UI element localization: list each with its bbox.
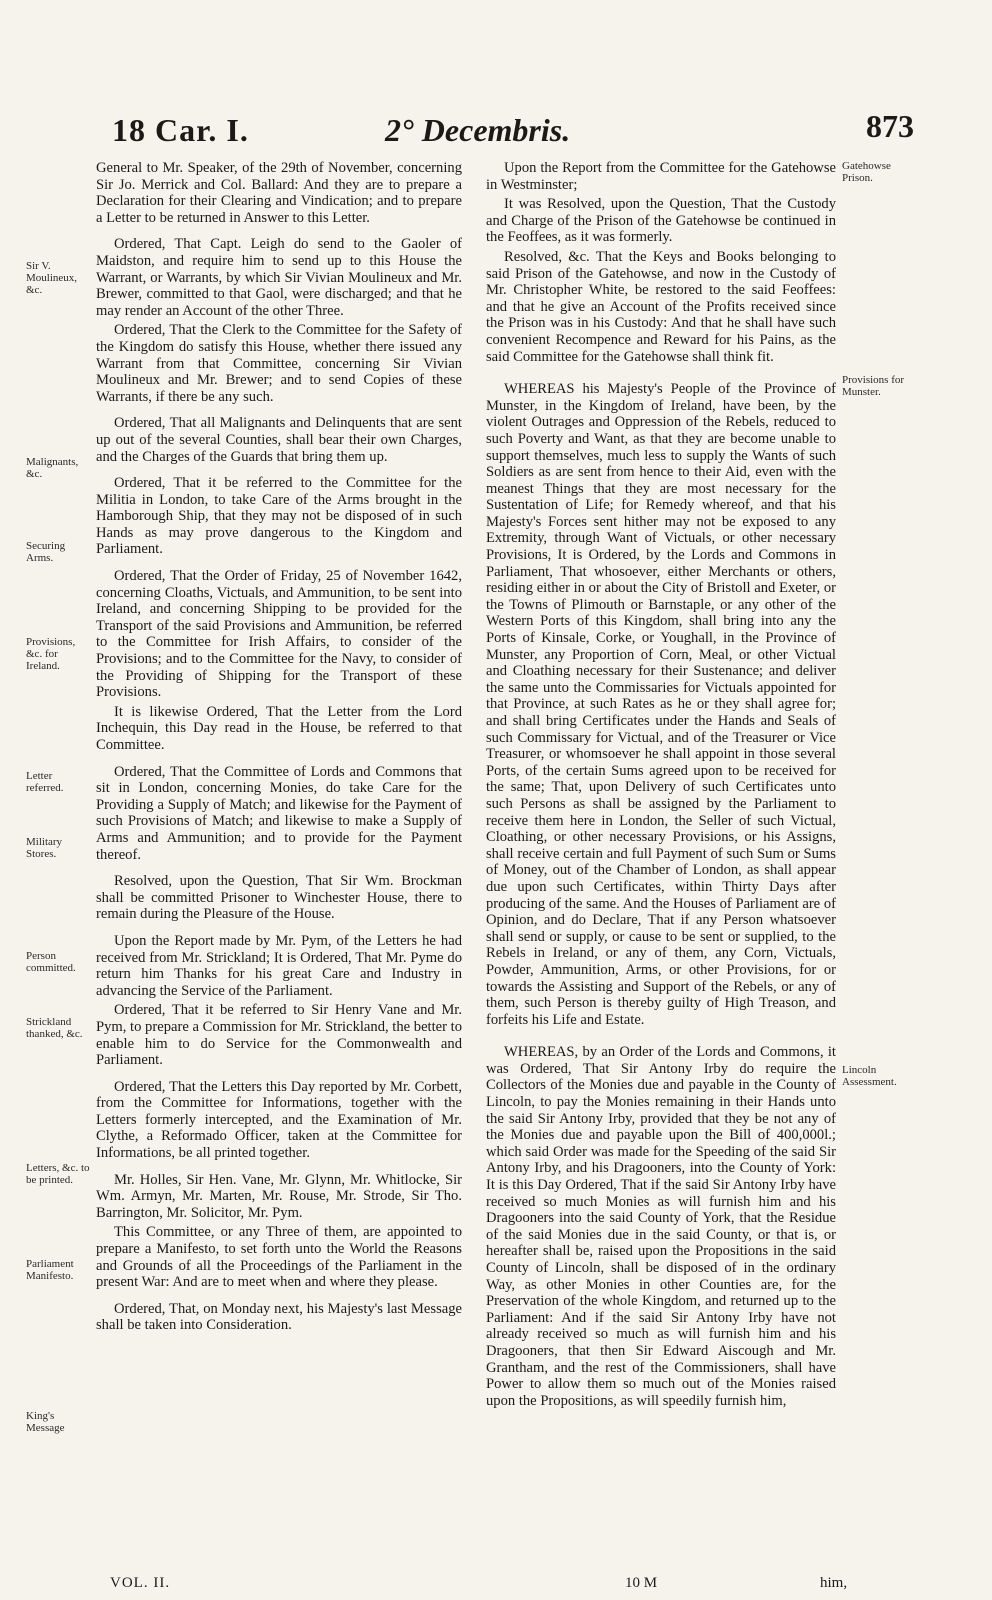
margin-note: Parliament Manifesto. xyxy=(26,1258,74,1282)
running-header xyxy=(0,108,992,154)
paragraph: Ordered, That the Committee of Lords and Commons that sit in London, concerning Monies, do take Care for the Providing a Supply of Match; and likewise for the Payment of such Provisions of Match; and likewise to make a Supply of Arms and Ammunition; and to provide for the Payment thereof. xyxy=(96,763,462,863)
signature-mark: 10 M xyxy=(625,1575,658,1591)
paragraph: Resolved, &c. That the Keys and Books belonging to said Prison of the Gatehowse, and now in the Custody of Mr. Christopher White, be restored to the said Feoffees: and that he give an Account of the Profits received since the Prison was in his Custody: And that he shall have such convenient Recompence and Reward for his Pains, as the said Committee for the Gatehowse shall think fit. xyxy=(486,248,836,365)
paragraph: Ordered, That all Malignants and Delinquents that are sent up out of the several Counties, shall bear their own Charges, and the Charges of the Guards that bring them up. xyxy=(96,415,462,465)
paragraph: Ordered, That it be referred to Sir Henry Vane and Mr. Pym, to prepare a Commission for Mr. Strickland, the better to enable him to do Service for the Commonwealth and Parliament. xyxy=(96,1002,462,1069)
header-date: 2° Decembris. xyxy=(385,112,571,148)
margin-note: Lincoln Assessment. xyxy=(842,1064,897,1088)
ordinance-munster: WHEREAS his Majesty's People of the Province of Munster, in the Kingdom of Ireland, have been, by the violent Outrages and Oppression of the Rebels, reduced to such Poverty and Want, as that they are become unable to support themselves, much less to supply the Wants of such Soldiers as are sent from hence to their Aid, even with the meanest Things that they are most necessary for the Sustentation of Life; for Remedy whereof, and that his Majesty's Forces sent hither may not be exposed to any Extremity, through Want of Victuals, or other necessary Provisions, It is Ordered, by the Lords and Commons in Parliament, That whosoever, either Merchants or others, residing either in or about the City of Bristoll and Exeter, or the Towns of Plimouth or Barnstaple, or any other of the Western Ports of this Kingdom, shall bring into any the Ports of Kinsale, Corke, or Youghall, in the Province of Munster, any Proportion of Corn, Meal, or other Victual and Cloathing necessary for their Sustenance; and deliver the same unto the Commissaries for Victuals appointed for that Province, at such Rates as he or they shall agree for; and shall bring Certificates under the Hands and Seals of such Commissary for Victual, and of the Treasurer or Vice Treasurer, or whomsoever he shall appoint in those several Ports, of the certain Sums agreed upon to be received for the same; That, upon Delivery of such Certificates unto such Persons as shall be assigned by the Parliament to receive them here in London, the Seller of such Victual, Cloathing, or other necessary Provisions, or his Assigns, shall receive certain and full Payment of such Sum or Sums of Money, out of the Chamber of London, as shall appear due upon such Certificates, within Thirty Days after producing of the same. And the Houses of Parliament are of Opinion, and do Declare, That if any Person whatsoever shall send or supply, or cause to be sent or supplied, to the Rebels in Ireland, or any of them, any Corn, Victuals, Powder, Ammunition, Arms, or other Provisions, for or towards the Assisting and Support of the Rebels, or any of them, such Person is thereby guilty of High Treason, and forfeits his Life and Estate. xyxy=(486,381,836,1028)
order-lincoln: WHEREAS, by an Order of the Lords and Commons, it was Ordered, That Sir Antony Irby do require the Collectors of the Monies due and payable in the County of Lincoln, to pay the Monies remaining in their Hands unto the said Sir Antony Irby, provided that they be not any of the Monies due and payable upon the Bill of 400,000l.; which said Order was made for the Speeding of the said Sir Antony Irby, and his Dragooners, into the County of York: It is this Day Ordered, That if the said Sir Antony Irby have received so much Monies as will furnish him and his Dragooners into the said County of York, that the Residue of the said Monies due in the said County, or that is, or hereafter shall be, raised upon the Propositions in the said County of Lincoln, shall be disposed of in the ordinary Way, as other Monies in other Counties are, for the Preservation of the whole Kingdom, and returned up to the Parliament: And if the said Sir Antony Irby have not already received so much as will furnish him and his Dragooners, that then Sir Edward Aiscough and Mr. Grantham, and the rest of the Commissioners, shall have Power to allow them so much out of the Monies raised upon the Propositions, as will speedily furnish him, xyxy=(486,1044,836,1409)
margin-note: Provisions, &c. for Ireland. xyxy=(26,636,76,672)
paragraph: Ordered, That the Clerk to the Committee for the Safety of the Kingdom do satisfy this House, whether there issued any Warrant from that Committee, concerning Sir Vivian Moulineux and Mr. Brewer; and to send Copies of these Warrants, if there be any such. xyxy=(96,322,462,405)
regnal-year: 18 Car. I. xyxy=(112,112,249,148)
margin-note: Military Stores. xyxy=(26,836,63,860)
volume-mark: VOL. II. xyxy=(110,1575,171,1591)
paragraph: Resolved, upon the Question, That Sir Wm. Brockman shall be committed Prisoner to Winchester House, there to remain during the Pleasure of the House. xyxy=(96,873,462,923)
paragraph: Ordered, That, on Monday next, his Majesty's last Message shall be taken into Consideration. xyxy=(96,1300,462,1334)
paragraph: Upon the Report made by Mr. Pym, of the Letters he had received from Mr. Strickland; It is Ordered, That Mr. Pyme do return him Thanks for his great Care and Industry in advancing the Service of the Parliament. xyxy=(96,932,462,999)
catchword: him, xyxy=(820,1575,848,1591)
right-column xyxy=(486,160,836,1412)
margin-note: King's Message xyxy=(26,1410,65,1434)
paragraph: It was Resolved, upon the Question, That the Custody and Charge of the Prison of the Gatehowse be continued in the Feoffees, as it was formerly. xyxy=(486,196,836,246)
margin-note: Provisions for Munster. xyxy=(842,374,905,398)
paragraph: General to Mr. Speaker, of the 29th of November, concerning Sir Jo. Merrick and Col. Ballard: And they are to prepare a Declaration for their Clearing and Vindication; and to prepare a Letter to be returned in Answer to this Letter. xyxy=(96,160,462,226)
margin-note: Strickland thanked, &c. xyxy=(26,1016,83,1040)
margin-note: Gatehowse Prison. xyxy=(842,160,891,184)
paragraph: Ordered, That the Letters this Day reported by Mr. Corbett, from the Committee for Informations, together with the Letters formerly intercepted, and the Examination of Mr. Clythe, a Reformado Officer, taken at the Committee for Informations, be all printed together. xyxy=(96,1078,462,1162)
margin-note: Securing Arms. xyxy=(26,540,66,564)
left-column xyxy=(96,160,462,1337)
paragraph: It is likewise Ordered, That the Letter from the Lord Inchequin, this Day read in the House, be referred to that Committee. xyxy=(96,703,462,753)
page-number: 873 xyxy=(866,108,914,144)
committee-list: Mr. Holles, Sir Hen. Vane, Mr. Glynn, Mr. Whitlocke, Sir Wm. Armyn, Mr. Marten, Mr. Rouse, Mr. Strode, Sir Tho. Barrington, Mr. Solicitor, Mr. Pym. xyxy=(96,1171,462,1221)
margin-note: Letter referred. xyxy=(26,770,64,794)
margin-note: Malignants, &c. xyxy=(26,456,79,480)
margin-note: Letters, &c. to be printed. xyxy=(26,1162,90,1186)
paragraph: Ordered, That it be referred to the Committee for the Militia in London, to take Care of the Arms brought in the Hamborough Ship, that they may not be disposed of in such Hands as may prove dangerous to the Kingdom and Parliament. xyxy=(96,475,462,558)
paragraph: Ordered, That the Order of Friday, 25 of November 1642, concerning Cloaths, Victuals, and Ammunition, to be sent into Ireland, and concerning Shipping to be provided for the Transport of the said Provisions and Ammunition, be referred to the Committee for Irish Affairs, to consider of the Provisions; and to the Committee for the Navy, to consider of the Providing of Shipping for the Transport of these Provisions. xyxy=(96,568,462,701)
paragraph: This Committee, or any Three of them, are appointed to prepare a Manifesto, to set forth unto the World the Reasons and Grounds of all the Proceedings of the Parliament in the present War: And are to meet when and where they please. xyxy=(96,1224,462,1291)
paragraph: Ordered, That Capt. Leigh do send to the Gaoler of Maidston, and require him to send up to this House the Warrant, or Warrants, by which Sir Vivian Moulineux and Mr. Brewer, committed to that Gaol, were discharged; and that he may render an Account of the other Three. xyxy=(96,236,462,319)
paragraph: Upon the Report from the Committee for the Gatehowse in Westminster; xyxy=(486,160,836,193)
margin-note: Person committed. xyxy=(26,950,76,974)
margin-note: Sir V. Moulineux, &c. xyxy=(26,260,78,296)
